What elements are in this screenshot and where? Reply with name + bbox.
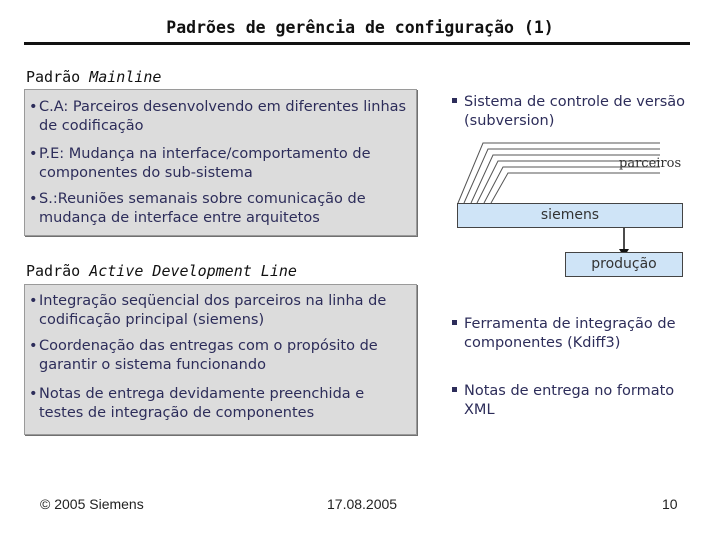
active-heading [26, 262, 297, 280]
square-bullet-icon [452, 387, 457, 392]
right-item-3-text: Notas de entrega no formato XML [464, 383, 675, 418]
active-bullet-3-text: Notas de entrega devidamente preenchida e testes de integração de componentes [39, 386, 365, 421]
active-heading-prefix: Padrão [26, 262, 90, 280]
mainline-bullet-3-text: S.:Reuniões semanais sobre comunicação de mudança de interface entre arquitetos [39, 191, 366, 226]
siemens-box [457, 203, 683, 228]
footer-copyright: © 2005 Siemens [40, 496, 144, 512]
active-bullet-2-text: Coordenação das entregas com o propósito de garantir o sistema funcionando [39, 338, 378, 373]
mainline-bullet-3 [29, 190, 409, 228]
bullet-dot-icon: • [29, 99, 38, 115]
mainline-heading-prefix: Padrão [26, 68, 90, 86]
bullet-dot-icon: • [29, 191, 38, 207]
right-item-1 [452, 93, 702, 131]
active-bullet-3 [29, 385, 409, 423]
siemens-label: siemens [540, 207, 600, 223]
branch-line-6 [491, 173, 660, 203]
mainline-heading-italic: Mainline [89, 68, 162, 86]
square-bullet-icon [452, 98, 457, 103]
mainline-bullet-1-text: C.A: Parceiros desenvolvendo em diferentes linhas de codificação [39, 99, 407, 134]
page-title: Padrões de gerência de configuração (1) [166, 18, 554, 37]
footer-date: 17.08.2005 [327, 496, 398, 512]
right-item-2 [452, 315, 707, 353]
branch-line-5 [484, 167, 660, 203]
active-bullet-1-text: Integração seqüencial dos parceiros na linha de codificação principal (siemens) [39, 293, 387, 328]
active-bullet-1 [29, 292, 409, 330]
branch-lines [458, 143, 660, 203]
right-item-3 [452, 382, 682, 420]
mainline-bullet-2-text: P.E: Mudança na interface/comportamento de componentes do sub-sistema [39, 146, 371, 181]
bullet-dot-icon: • [29, 386, 38, 402]
parceiros-label: parceiros [619, 156, 682, 171]
square-bullet-icon [452, 320, 457, 325]
mainline-bullet-2 [29, 145, 409, 183]
mainline-heading [26, 68, 161, 86]
producao-box [565, 252, 683, 277]
right-item-2-text: Ferramenta de integração de componentes (Kdiff3) [464, 316, 676, 351]
mainline-box [24, 89, 417, 236]
mainline-bullet-1 [29, 98, 409, 136]
active-heading-italic: Active Development Line [89, 262, 297, 280]
active-bullet-2 [29, 337, 409, 375]
footer-page-number: 10 [662, 496, 678, 512]
producao-label: produção [591, 256, 657, 272]
active-box [24, 284, 417, 435]
bullet-dot-icon: • [29, 338, 38, 354]
bullet-dot-icon: • [29, 146, 38, 162]
bullet-dot-icon: • [29, 293, 38, 309]
title-divider [24, 42, 690, 45]
right-item-1-text: Sistema de controle de versão (subversion) [464, 94, 686, 129]
